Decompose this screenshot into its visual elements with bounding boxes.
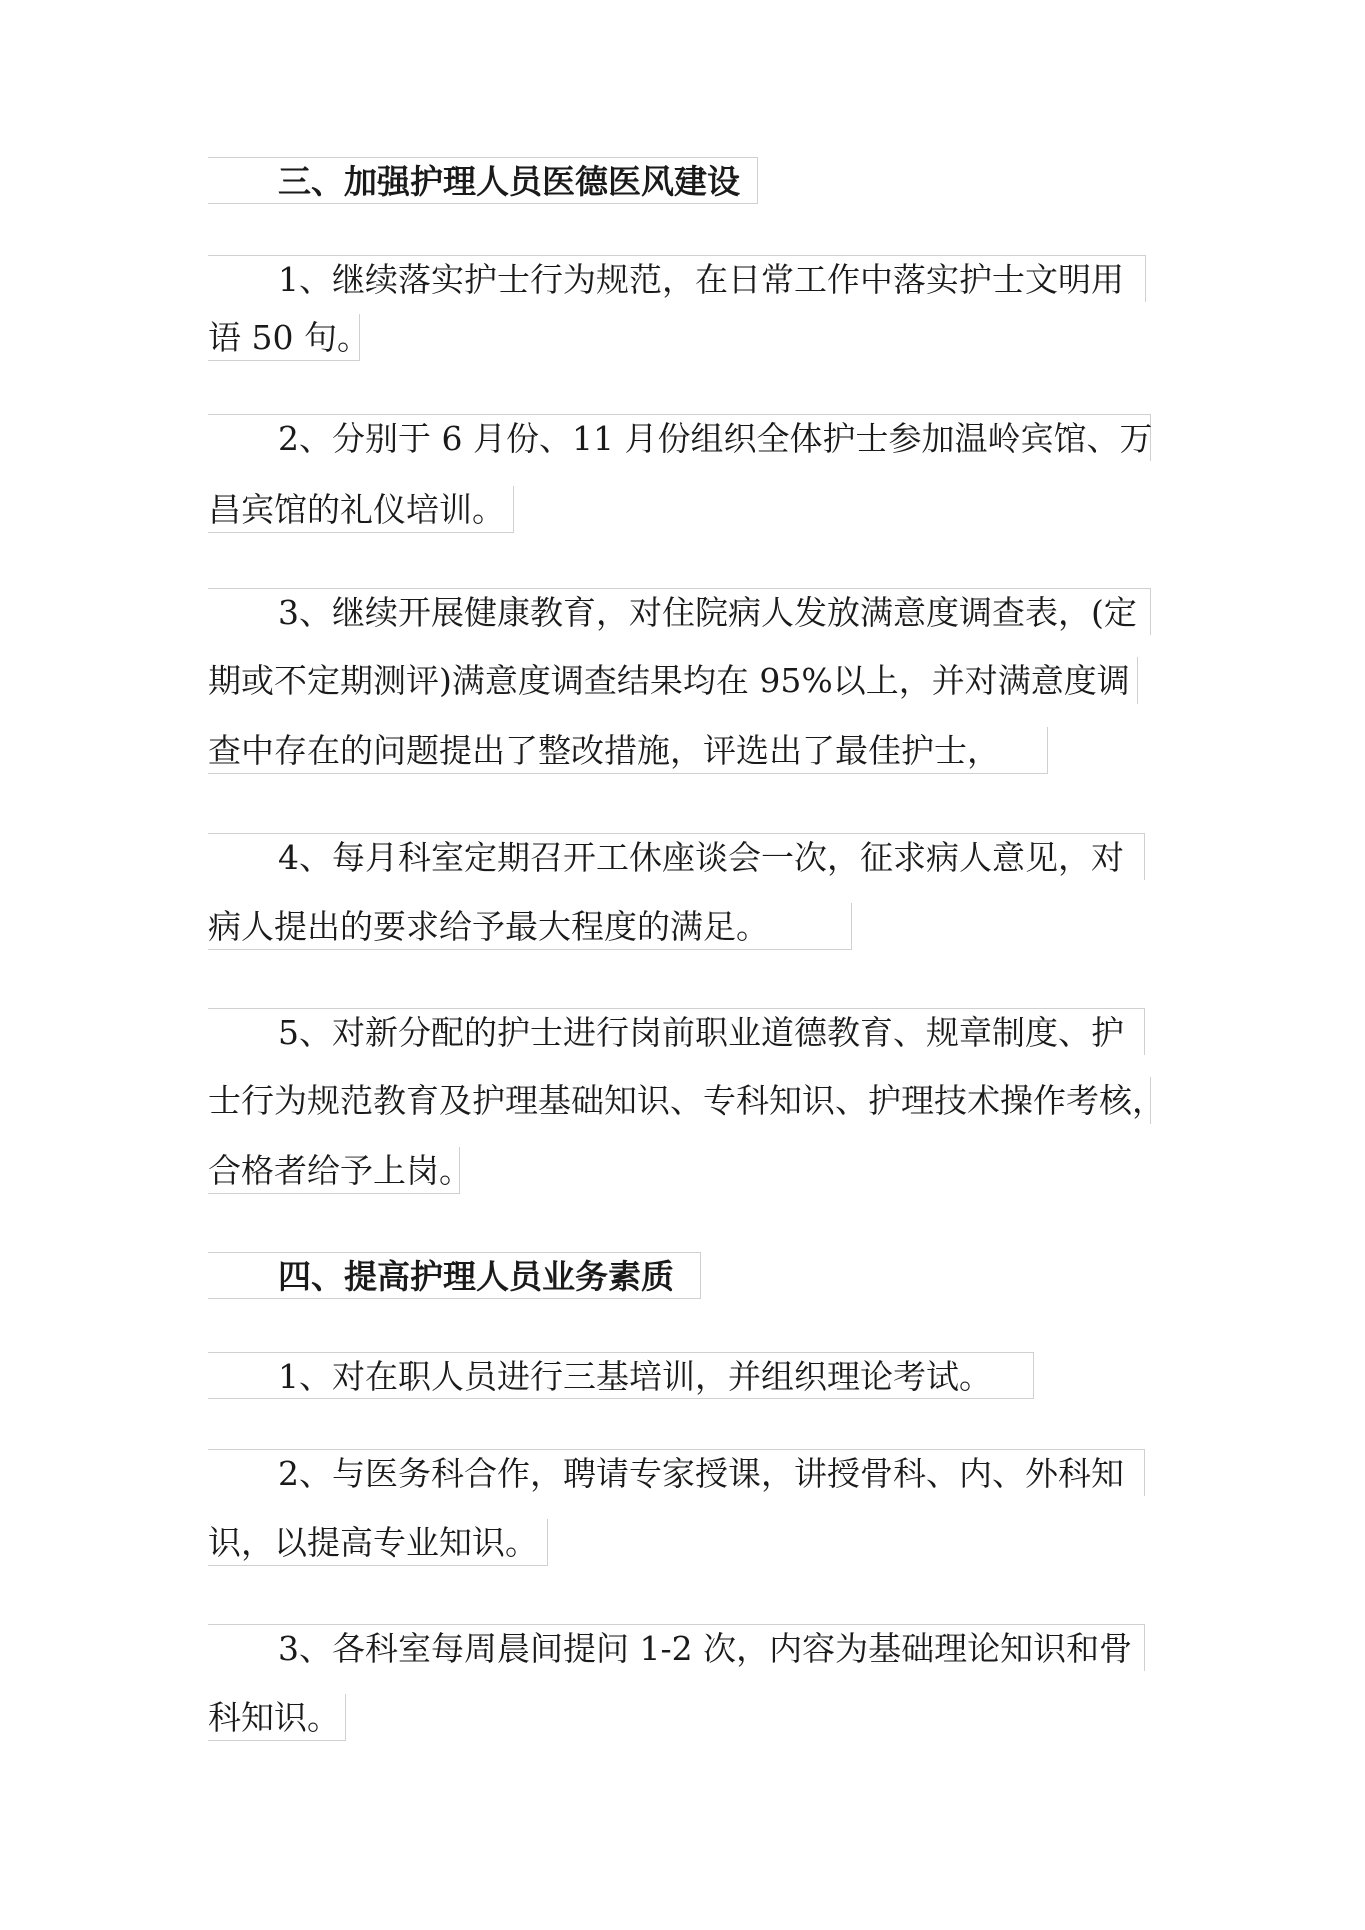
paragraph-line: 4、每月科室定期召开工休座谈会一次，征求病人意见，对 <box>208 833 1145 880</box>
section-heading: 三、加强护理人员医德医风建设 <box>208 157 758 204</box>
paragraph-line: 昌宾馆的礼仪培训。 <box>208 486 514 533</box>
paragraph-line: 识，以提高专业知识。 <box>208 1519 548 1566</box>
paragraph-line: 1、继续落实护士行为规范，在日常工作中落实护士文明用 <box>208 255 1146 302</box>
paragraph-line: 合格者给予上岗。 <box>208 1147 460 1194</box>
paragraph-line: 科知识。 <box>208 1694 346 1741</box>
paragraph-line: 士行为规范教育及护理基础知识、专科知识、护理技术操作考核， <box>208 1077 1151 1124</box>
paragraph-line: 1、对在职人员进行三基培训，并组织理论考试。 <box>208 1352 1034 1399</box>
paragraph-line: 5、对新分配的护士进行岗前职业道德教育、规章制度、护 <box>208 1008 1145 1055</box>
paragraph-line: 病人提出的要求给予最大程度的满足。 <box>208 903 852 950</box>
paragraph-line: 2、与医务科合作，聘请专家授课，讲授骨科、内、外科知 <box>208 1449 1145 1496</box>
paragraph-line: 2、分别于 6 月份、11 月份组织全体护士参加温岭宾馆、万 <box>208 414 1151 461</box>
paragraph-line: 期或不定期测评)满意度调查结果均在 95%以上，并对满意度调 <box>208 657 1138 704</box>
paragraph-line: 查中存在的问题提出了整改措施，评选出了最佳护士， <box>208 727 1048 774</box>
paragraph-line: 语 50 句。 <box>208 314 360 361</box>
paragraph-line: 3、各科室每周晨间提问 1-2 次，内容为基础理论知识和骨 <box>208 1624 1145 1671</box>
section-heading: 四、提高护理人员业务素质 <box>208 1252 701 1299</box>
paragraph-line: 3、继续开展健康教育，对住院病人发放满意度调查表，(定 <box>208 588 1151 635</box>
